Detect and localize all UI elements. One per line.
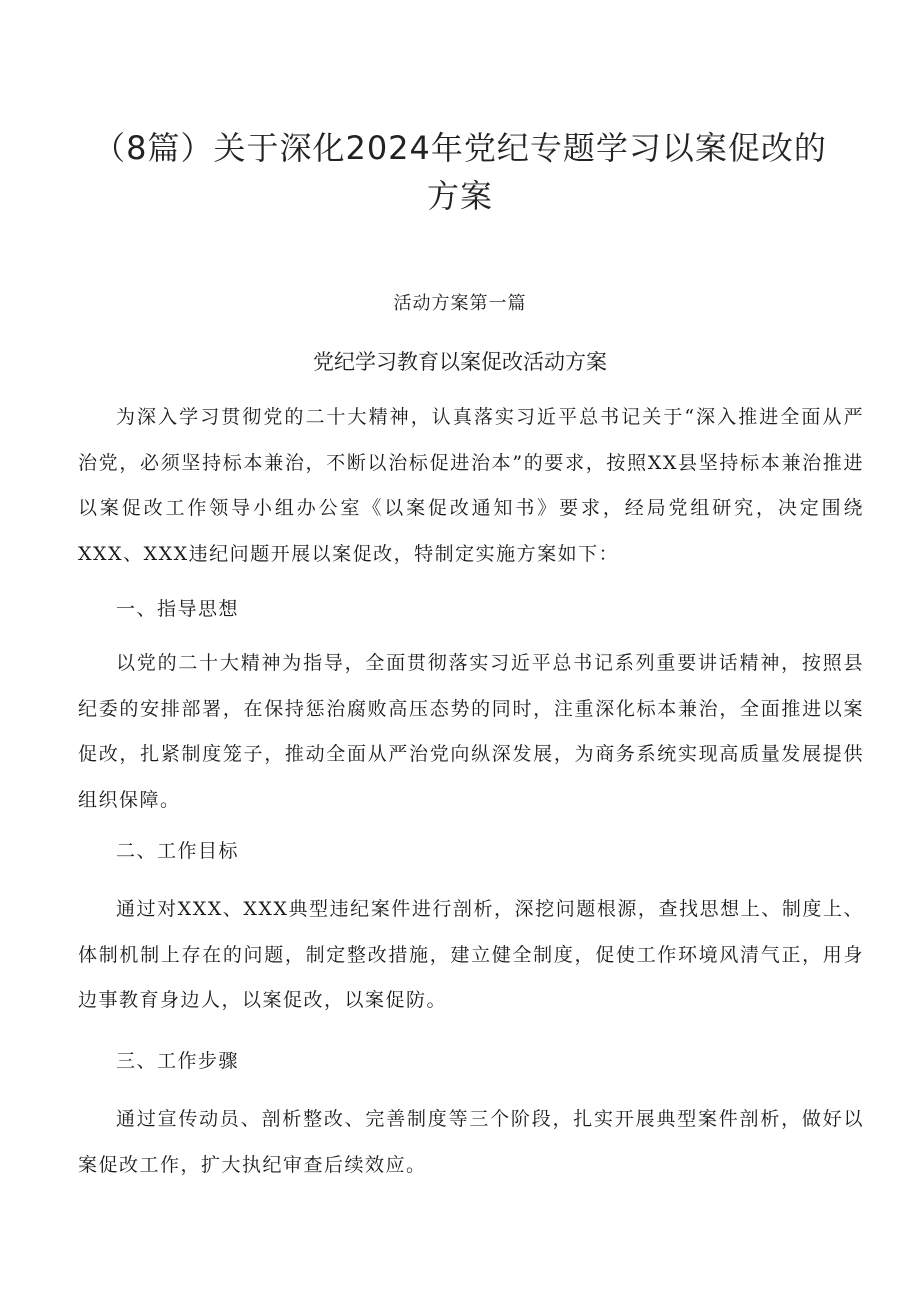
section-heading-work-steps: 三、工作步骤 [116,1050,240,1072]
section-body-work-steps: 通过宣传动员、剖析整改、完善制度等三个阶段，扎实开展典型案件剖析，做好以案促改工作，扩大执纪审查后续效应。 [78,1108,864,1176]
intro-paragraph: 为深入学习贯彻党的二十大精神，认真落实习近平总书记关于“深入推进全面从严治党，必须坚持标本兼治，不断以治标促进治本”的要求，按照XX县坚持标本兼治推进以案促改工作领导小组办公室《以案促改通知书》要求，经局党组研究，决定围绕XXX、XXX违纪问题开展以案促改，特制定实施方案如下： [78,406,864,565]
document-title [78,124,842,220]
plan-heading: 党纪学习教育以案促改活动方案 [313,350,607,374]
document-title-line-2: 方案 [426,177,493,215]
section-body-guiding-ideology: 以党的二十大精神为指导，全面贯彻落实习近平总书记系列重要讲话精神，按照县纪委的安排部署，在保持惩治腐败高压态势的同时，注重深化标本兼治，全面推进以案促改，扎紧制度笼子，推动全面从严治党向纵深发展，为商务系统实现高质量发展提供组织保障。 [78,652,864,811]
document-title-line-1: （8篇）关于深化2024年党纪专题学习以案促改的 [93,129,827,167]
section-heading-guiding-ideology: 一、指导思想 [116,598,240,620]
section-body-work-goals: 通过对XXX、XXX典型违纪案件进行剖析，深挖问题根源，查找思想上、制度上、体制机制上存在的问题，制定整改措施，建立健全制度，促使工作环境风清气正，用身边事教育身边人，以案促改，以案促防。 [78,898,864,1011]
section-heading-work-goals: 二、工作目标 [116,840,240,862]
section-label: 活动方案第一篇 [393,293,527,314]
